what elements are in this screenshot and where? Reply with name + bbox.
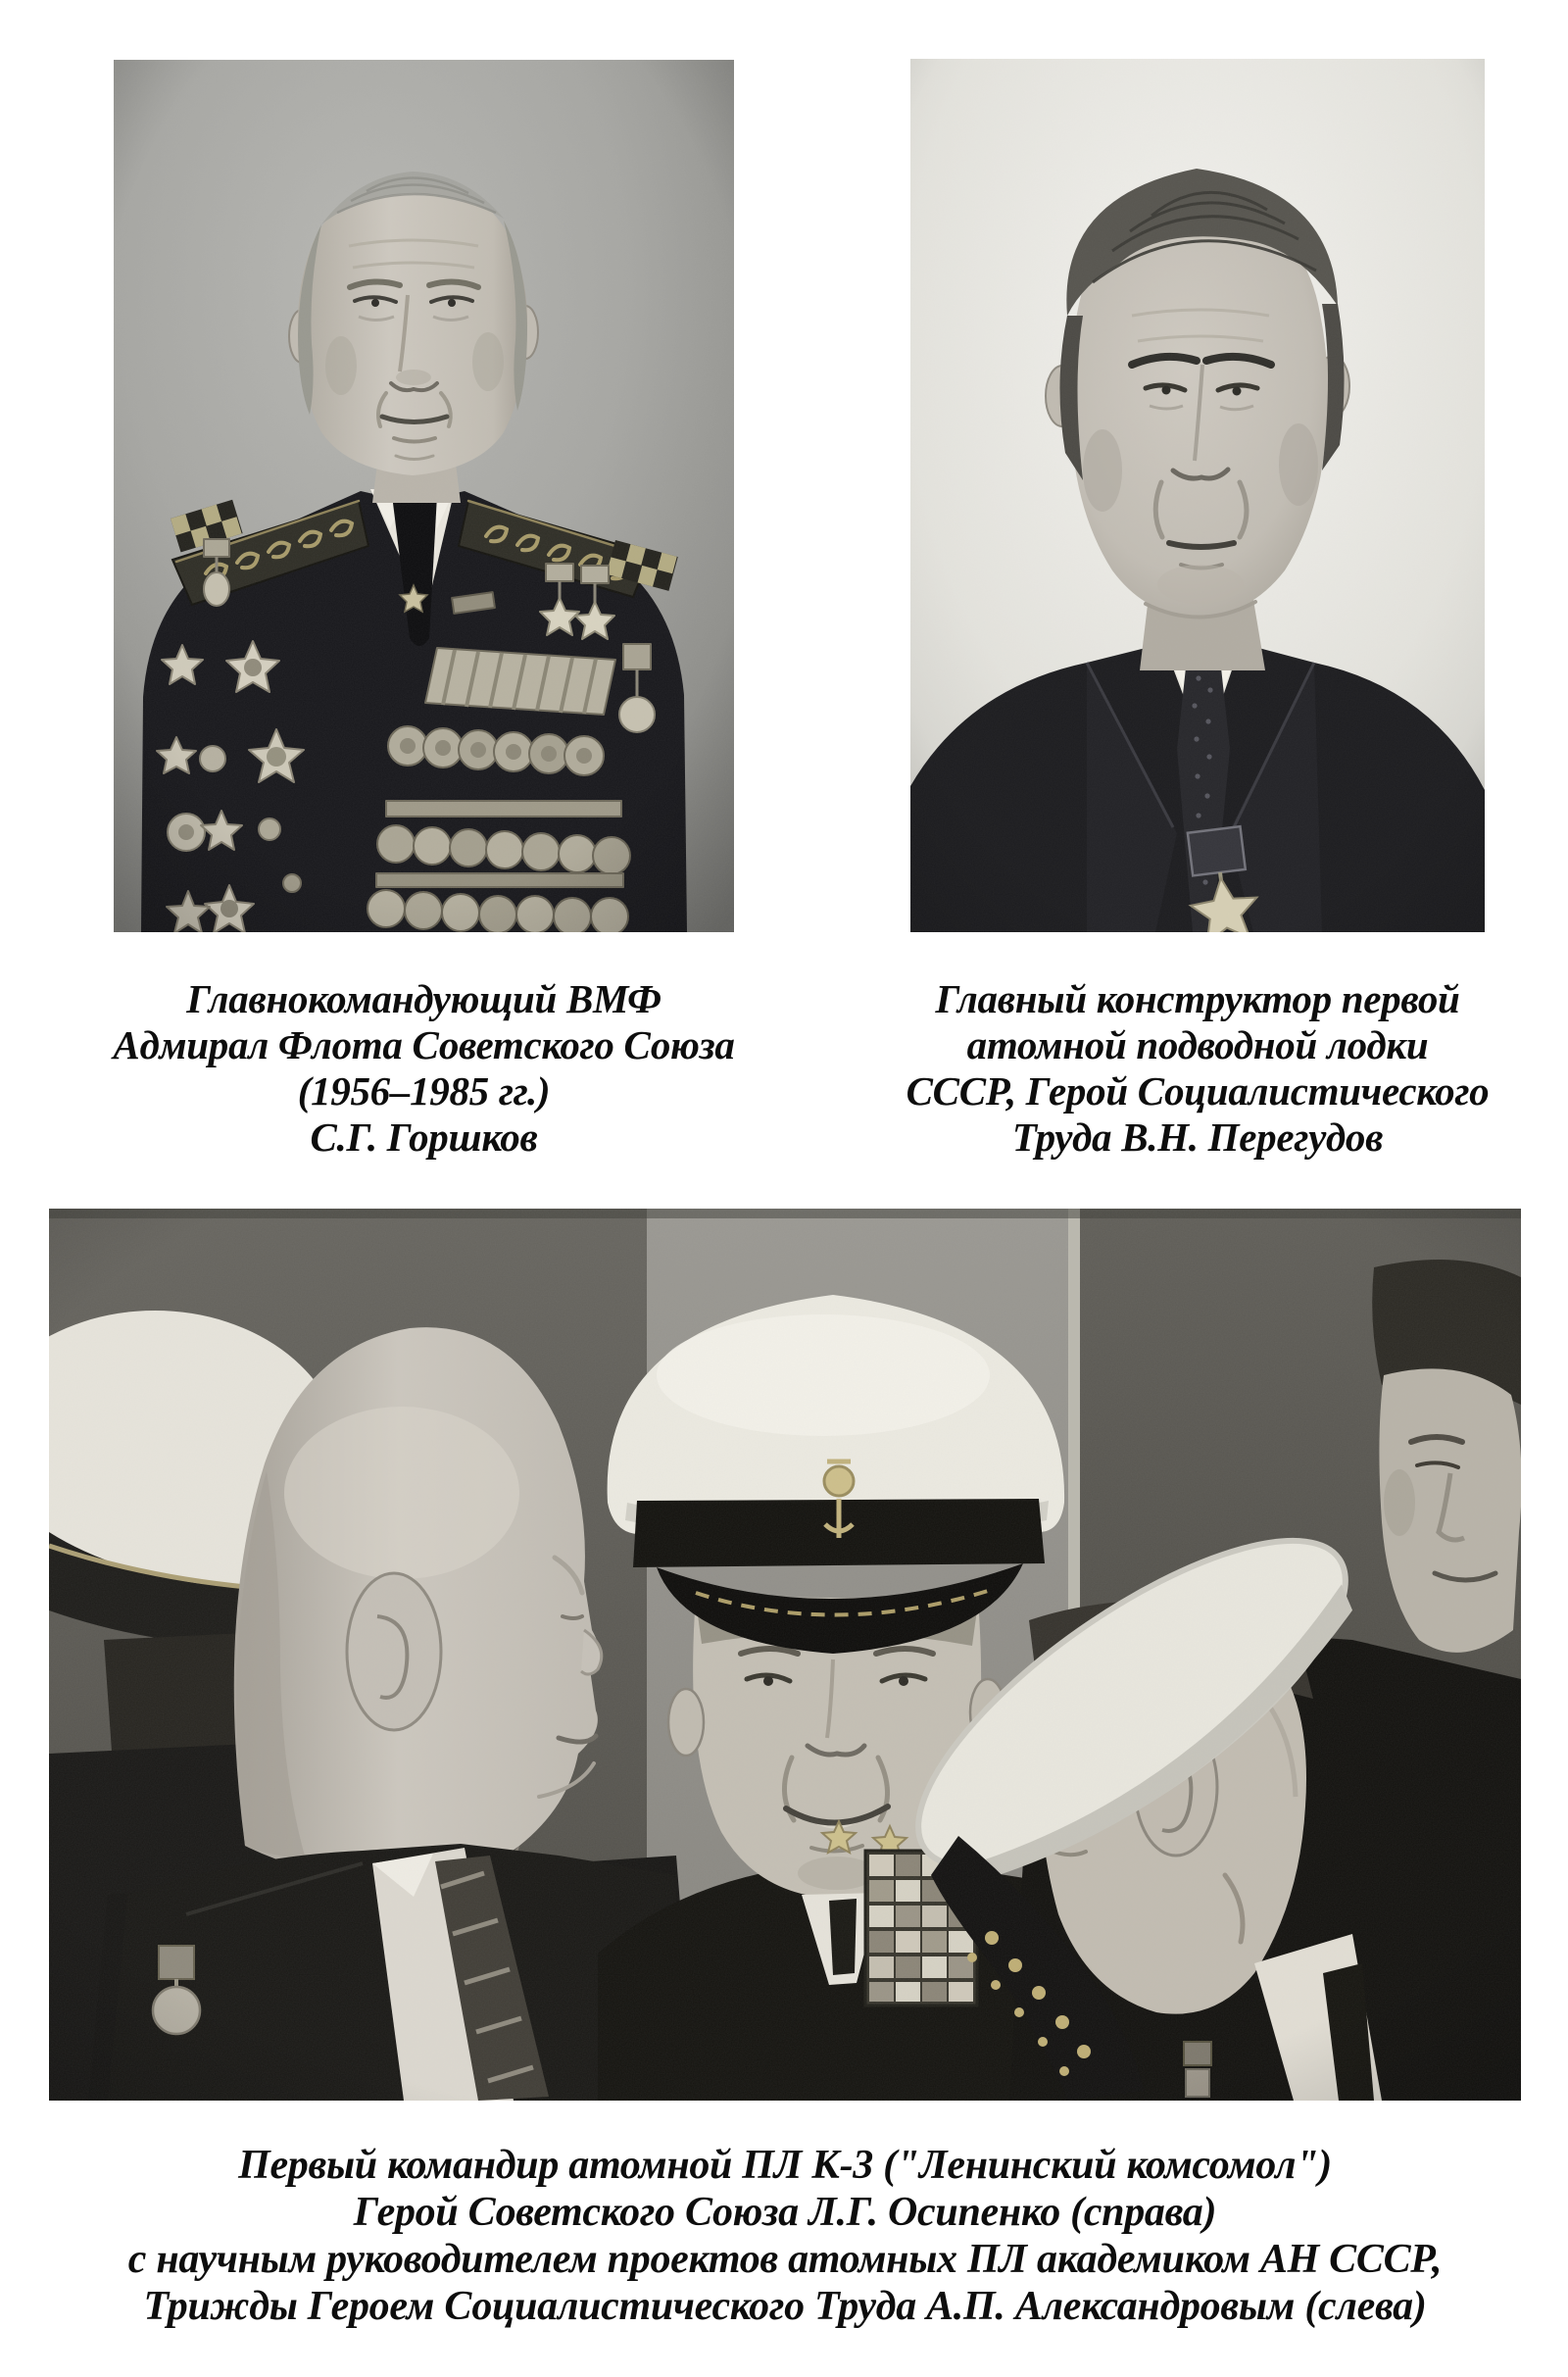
group-photo-caption — [49, 2142, 1521, 2330]
caption-line: Адмирал Флота Советского Союза — [113, 1022, 735, 1067]
caption-line: (1956–1985 гг.) — [297, 1068, 551, 1114]
caption-line: с научным руководителем проектов атомных ПЛ академиком АН СССР, — [127, 2237, 1443, 2282]
caption-line: Главнокомандующий ВМФ — [186, 976, 662, 1021]
group-photo — [49, 1209, 1521, 2101]
gorshkov-portrait-illustration — [114, 60, 734, 932]
caption-line: С.Г. Горшков — [310, 1114, 538, 1160]
gorshkov-caption — [94, 976, 754, 1161]
caption-line: атомной подводной лодки — [966, 1022, 1429, 1067]
peregudov-portrait-illustration — [910, 59, 1485, 932]
caption-line: Труда В.Н. Перегудов — [1011, 1114, 1384, 1160]
caption-line: Трижды Героем Социалистического Труда А.П. Александровым (слева) — [143, 2284, 1427, 2329]
caption-line: Первый командир атомной ПЛ К-3 ("Ленинский комсомол") — [238, 2143, 1332, 2188]
caption-line: Герой Советского Союза Л.Г. Осипенко (справа) — [353, 2190, 1217, 2235]
caption-line: СССР, Герой Социалистического — [906, 1068, 1490, 1114]
caption-line: Главный конструктор первой — [935, 976, 1460, 1021]
gorshkov-portrait-photo — [114, 60, 734, 932]
peregudov-portrait-photo — [910, 59, 1485, 932]
peregudov-caption — [881, 976, 1514, 1161]
group-photo-illustration — [49, 1209, 1521, 2101]
